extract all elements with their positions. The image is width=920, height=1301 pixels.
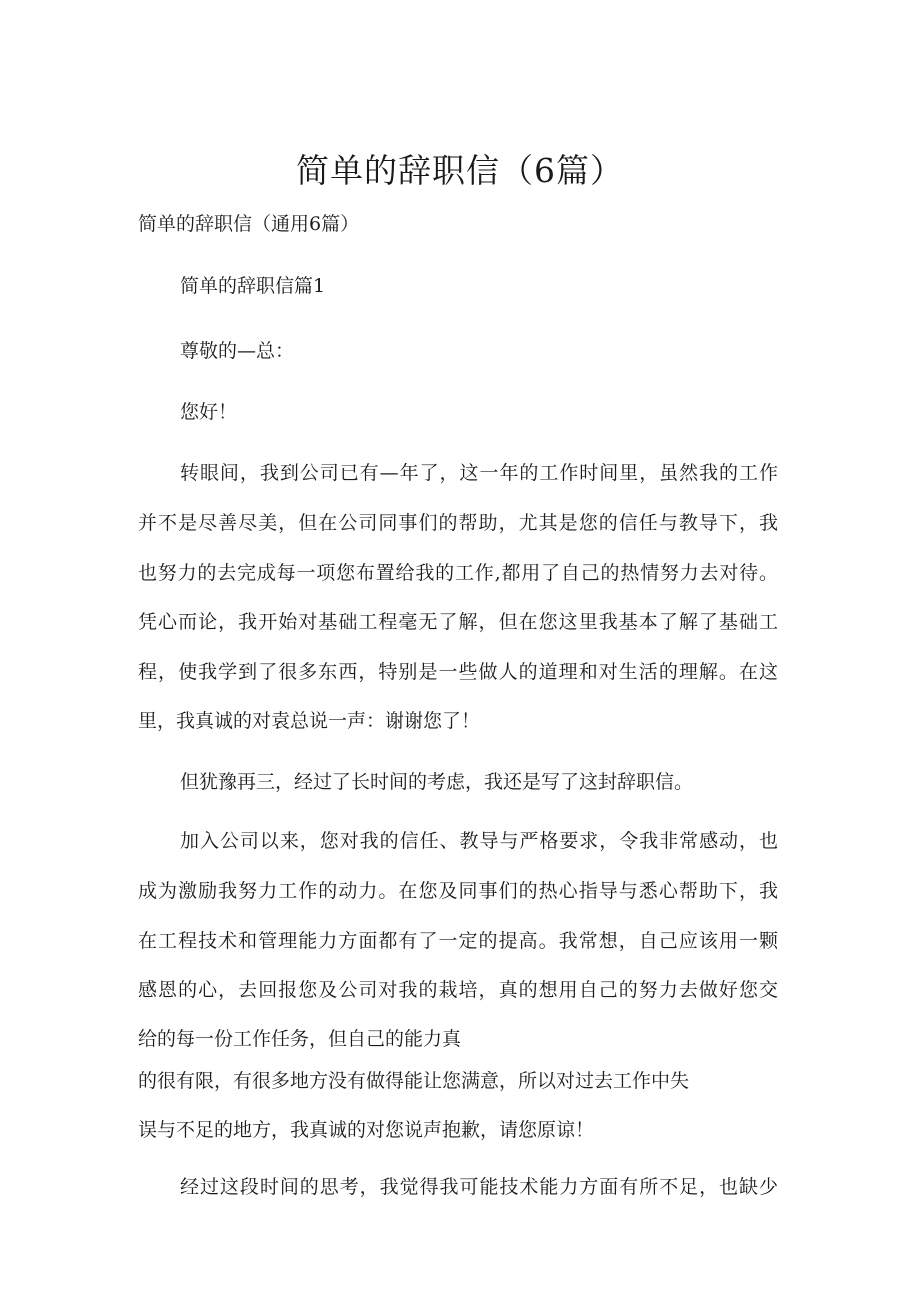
- paragraph-1-line-1: 转眼间，我到公司已有—年了，这一年的工作时间里，虽然我的工作: [180, 462, 778, 484]
- paragraph-3-line-1: 加入公司以来，您对我的信任、教导与严格要求，令我非常感动，也: [180, 830, 778, 852]
- paragraph-2: 但犹豫再三，经过了长时间的考虑，我还是写了这封辞职信。: [180, 771, 694, 793]
- paragraph-3-line-4: 感恩的心，去回报您及公司对我的栽培，真的想用自己的努力去做好您交: [138, 979, 778, 1001]
- paragraph-3-line-6: 的很有限，有很多地方没有做得能让您满意，所以对过去工作中失: [138, 1070, 690, 1092]
- paragraph-1-line-4: 凭心而论，我开始对基础工程毫无了解，但在您这里我基本了解了基础工: [138, 611, 778, 633]
- greeting: 您好！: [180, 401, 238, 423]
- paragraph-1-line-5: 程，使我学到了很多东西，特别是一些做人的道理和对生活的理解。在这: [138, 661, 778, 683]
- document-subtitle: 简单的辞职信（通用6篇）: [138, 213, 360, 235]
- section-heading: 简单的辞职信篇1: [180, 275, 326, 297]
- paragraph-1-line-2: 并不是尽善尽美，但在公司同事们的帮助，尤其是您的信任与教导下，我: [138, 512, 778, 534]
- paragraph-3-line-2: 成为激励我努力工作的动力。在您及同事们的热心指导与悉心帮助下，我: [138, 880, 778, 902]
- paragraph-3-line-7: 误与不足的地方，我真诚的对您说声抱歉，请您原谅！: [138, 1119, 595, 1141]
- paragraph-3-line-3: 在工程技术和管理能力方面都有了一定的提高。我常想，自己应该用一颗: [138, 930, 778, 952]
- paragraph-3-line-5: 给的每一份工作任务，但自己的能力真: [138, 1028, 462, 1050]
- paragraph-1-line-6: 里，我真诚的对袁总说一声：谢谢您了！: [138, 710, 481, 732]
- paragraph-4-line-1: 经过这段时间的思考，我觉得我可能技术能力方面有所不足，也缺少: [180, 1176, 778, 1198]
- document-title: 简单的辞职信（6篇）: [296, 151, 624, 190]
- salutation: 尊敬的—总：: [180, 340, 295, 362]
- paragraph-1-line-3: 也努力的去完成每一项您布置给我的工作,都用了自己的热情努力去对待。: [138, 562, 778, 584]
